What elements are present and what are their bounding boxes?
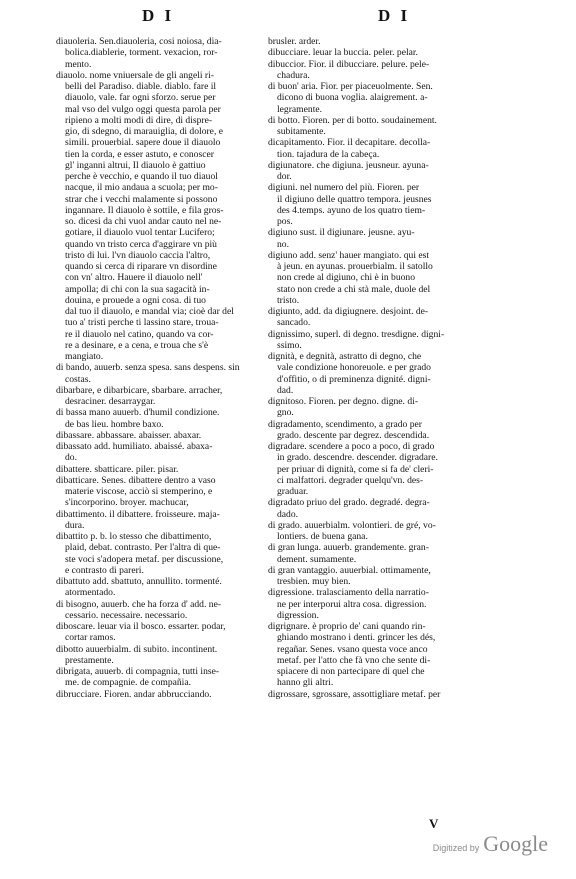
entry-line: strar che i vecchi malamente si possono: [65, 193, 218, 205]
dictionary-entry: [268, 115, 490, 138]
entry-line: dibattito p. b. lo stesso che dibattimento,: [56, 531, 212, 542]
entry-line: dibrucciare. Fioren. andar abbrucciando.: [56, 688, 212, 700]
entry-line: dibarbare, e dibarbicare, sbarbare. arracher,: [56, 384, 223, 396]
entry-line: digradare. scendere a poco a poco, di grado: [268, 441, 435, 452]
entry-line: diboscare. leuar via il bosco. essarter. podar,: [56, 621, 226, 632]
entry-line: di bisogno, auuerb. che ha forza d' add. ne-: [56, 598, 222, 610]
entry-line: plaid, debat. contrasto. Per l'altra di que-: [65, 542, 221, 554]
watermark-google-logo: Google: [483, 831, 548, 856]
entry-line: gio, di sdegno, di marauiglia, di dolore, e: [65, 126, 223, 137]
entry-line: ste voci s'adopera metaf. per discussione,: [65, 553, 224, 565]
entry-line: dibattimento. il dibattere. froisseure. maja-: [56, 508, 220, 520]
entry-line: non crede al digiuno, chi è in buono: [277, 272, 416, 284]
entry-line: digiunatore. che digiuna. jeusneur. ayuna-: [268, 159, 429, 171]
entry-line: grado. descente par degrez. descendida.: [277, 429, 430, 441]
dictionary-entry: [268, 36, 490, 47]
header-right: D I: [378, 6, 411, 25]
dictionary-entry: [56, 407, 266, 430]
entry-line: gno.: [277, 407, 294, 419]
entry-line: dibuccior. Fior. il dibucciare. pelure. pele-: [268, 58, 430, 70]
entry-line: dibattere. sbatticare. piler. pisar.: [56, 463, 179, 475]
entry-line: digressione. tralasciamento della narratio-: [268, 587, 429, 599]
entry-line: cortar ramos.: [65, 632, 116, 644]
entry-line: di botto. Fioren. per di botto. soudainement.: [268, 114, 437, 126]
dictionary-entry: [56, 36, 266, 70]
entry-line: hanno gli altri.: [277, 677, 334, 689]
entry-line: di buon' aria. Fior. per piaceuolmente. Sen.: [268, 81, 433, 92]
entry-line: de bas lieu. hombre baxo.: [65, 418, 164, 430]
entry-line: digradato priuo del grado. degradé. degra-: [268, 497, 430, 509]
entry-line: desraciner. desarraygar.: [65, 396, 156, 407]
left-column: [56, 36, 266, 700]
entry-line: quando vn tristo cerca d'aggirare vn più: [65, 238, 217, 250]
dictionary-entry: [268, 81, 490, 115]
entry-line: belli del Paradiso. diable. diablo. fare il: [65, 81, 217, 92]
dictionary-entry: [268, 542, 490, 565]
entry-line: sancado.: [277, 317, 311, 329]
dictionary-entry: [56, 70, 266, 363]
entry-line: dignitoso. Fioren. per degno. digne. di-: [268, 396, 419, 407]
entry-line: gl' inganni altrui, Il diauolo è gattiuo: [65, 159, 206, 171]
entry-line: d'offitio, o di preminenza dignité. digni-: [277, 373, 431, 385]
entry-line: tion. tajadura de la cabeça.: [277, 148, 380, 160]
entry-line: dibotto auuerbialm. di subito. incontinent.: [56, 643, 218, 655]
entry-line: tristo di lui. l'vn diauolo caccia l'altro,: [65, 249, 211, 261]
entry-line: re a desinare, e a cena, e troua che s'è: [65, 339, 209, 351]
entry-line: no.: [277, 238, 289, 250]
entry-line: tristo.: [277, 294, 300, 306]
dictionary-entry: [56, 464, 266, 475]
entry-line: costas.: [65, 373, 91, 385]
entry-line: do.: [65, 452, 77, 464]
entry-line: ripieno a molti modi di dire, di dispre-: [65, 114, 213, 126]
entry-line: dibrigata, auuerb. di compagnia, tutti inse-: [56, 666, 220, 677]
entry-line: tresbien. muy bien.: [277, 576, 351, 587]
entry-line: digiuno sust. il digiunare. jeusne. ayu-: [268, 227, 415, 239]
entry-line: cessario. necessaire. necessario.: [65, 609, 188, 621]
entry-line: dal tuo il diauolo, e mandal via; cioè dar del: [65, 306, 234, 317]
entry-line: dignissimo, superl. di degno. tresdigne. digni-: [268, 328, 445, 340]
entry-line: douina, e prouede a ogni cosa. di tuo: [65, 294, 206, 306]
entry-line: perche è vecchio, e quando il tuo diauol: [65, 171, 218, 182]
entry-line: nacque, il mio andaua a scuola; per mo-: [65, 182, 218, 194]
dictionary-entry: [56, 475, 266, 509]
entry-line: dado.: [277, 508, 299, 520]
entry-line: bolica.diablerie, torment. vexacion, ror-: [65, 47, 218, 59]
dictionary-entry: [268, 565, 490, 588]
entry-line: di grado. auuerbialm. volontieri. de gré, vo-: [268, 519, 436, 531]
dictionary-entry: [268, 621, 490, 689]
entry-line: mal vso del vulgo oggi questa parola per: [65, 103, 221, 115]
entry-line: dura.: [65, 519, 85, 531]
entry-line: e contrasto di pareri.: [65, 564, 144, 576]
entry-line: dibucciare. leuar la buccia. peler. pelar.: [268, 47, 418, 59]
entry-line: digiuno add. senz' hauer mangiato. qui est: [268, 249, 430, 261]
entry-line: brusler. arder.: [268, 36, 321, 47]
entry-line: stato non crede a chi stà male, duole del: [277, 283, 431, 295]
dictionary-entry: [56, 385, 266, 408]
entry-line: dement. sumamente.: [277, 553, 357, 565]
entry-line: di gran vantaggio. auuerbial. ottimamente,: [268, 564, 431, 576]
entry-line: di gran lunga. auuerb. grandemente. gran-: [268, 542, 429, 554]
dictionary-entry: [268, 419, 490, 442]
entry-line: spiacere di non partecipare di quel che: [277, 666, 425, 677]
entry-line: graduar.: [277, 486, 309, 497]
entry-line: dad.: [277, 384, 294, 396]
entry-line: prestamente.: [65, 654, 114, 666]
dictionary-entry: [268, 182, 490, 227]
dictionary-entry: [268, 306, 490, 329]
dictionary-entry: [56, 509, 266, 532]
dictionary-entry: [268, 351, 490, 396]
dictionary-entry: [56, 576, 266, 599]
entry-line: quando si cerca di riparare vn disordine: [65, 261, 217, 272]
entry-line: diauolo, vale. far ogni sforzo. serue per: [65, 92, 216, 104]
dictionary-entry: [268, 160, 490, 183]
dictionary-entry: [56, 362, 266, 385]
entry-line: dibassare. abbassare. abaisser. abaxar.: [56, 429, 202, 441]
dictionary-entry: [268, 59, 490, 82]
entry-line: in grado. descendre. descender. digradare.: [277, 452, 438, 464]
signature-mark: V: [429, 816, 439, 831]
right-column: [268, 36, 490, 700]
entry-line: dibatticare. Senes. dibattere dentro a vaso: [56, 474, 216, 486]
dictionary-entry: [56, 644, 266, 667]
entry-line: ingannare. Il diauolo è sottile, e fila gros-: [65, 204, 224, 216]
header-left: D I: [142, 6, 175, 25]
entry-line: subitamente.: [277, 126, 326, 137]
entry-line: dibattuto add. sbattuto, annullito. tormenté.: [56, 576, 222, 587]
dictionary-entry: [56, 599, 266, 622]
dictionary-entry: [268, 689, 490, 700]
entry-line: mangiato.: [65, 351, 104, 362]
entry-line: dignità, e degnità, astratto di degno, che: [268, 351, 422, 362]
entry-line: il digiuno delle quattro tempora. jeusnes: [277, 193, 432, 205]
dictionary-entry: [268, 250, 490, 306]
dictionary-entry: [56, 689, 266, 700]
entry-line: chadura.: [277, 69, 310, 81]
entry-line: s'incorporino. broyer. machucar,: [65, 497, 189, 509]
entry-line: simili. prouerbial. sapere doue il diauolo: [65, 137, 221, 149]
entry-line: tien la corda, e esser astuto, e conoscer: [65, 148, 214, 160]
entry-line: ghiando mostrano i denti. grincer les dés,: [277, 632, 436, 644]
entry-line: metaf. per l'atto che fà vno che sente di-: [277, 654, 431, 666]
dictionary-entry: [268, 47, 490, 58]
dictionary-entry: [268, 396, 490, 419]
entry-line: ampolla; di chi con la sua sagacità in-: [65, 283, 210, 295]
entry-line: me. de compagnie. de compañia.: [65, 677, 192, 689]
entry-line: des 4.temps. ayuno de los quatro tiem-: [277, 204, 426, 216]
entry-line: digrignare. è proprio de' cani quando rin-: [268, 621, 426, 632]
entry-line: di bassa mano auuerb. d'humil condizione.: [56, 407, 220, 419]
entry-line: ci malfattori. degrader quelqu'vn. des-: [277, 474, 424, 486]
entry-line: per priuar di dignità, come si fa de' cleri-: [277, 463, 434, 475]
entry-line: dicapitamento. Fior. il decapitare. decolla-: [268, 137, 431, 149]
entry-line: re il diauolo nel catino, quando va cor-: [65, 328, 214, 340]
entry-line: regañar. Senes. vsano questa voce anco: [277, 643, 428, 655]
entry-line: dor.: [277, 171, 292, 182]
dictionary-entry: [268, 137, 490, 160]
entry-line: pos.: [277, 216, 293, 227]
dictionary-entry: [268, 227, 490, 250]
dictionary-entry: [268, 329, 490, 352]
entry-line: vale condizione honoreuole. e per grado: [277, 362, 431, 374]
entry-line: digiunto, add. da digiugnere. desjoint. de-: [268, 306, 429, 317]
entry-line: diauolo. nome vniuersale de gli angeli ri-: [56, 69, 214, 81]
dictionary-entry: [268, 497, 490, 520]
entry-line: ne per interporui altra cosa. digression.: [277, 598, 427, 610]
dictionary-entry: [56, 441, 266, 464]
entry-line: lontiers. de buena gana.: [277, 531, 368, 542]
entry-line: atormentado.: [65, 587, 116, 599]
entry-line: dicono di buona voglia. alaigrement. a-: [277, 92, 428, 104]
entry-line: dibassato add. humiliato. abaissé. abaxa-: [56, 441, 213, 452]
entry-line: gotiare, il diauolo vuol tentar Lucifero;: [65, 227, 215, 239]
entry-line: digrossare, sgrossare, assottigliare metaf. per: [268, 688, 441, 700]
entry-line: so. dicesi da chi vuol andar cauto nel ne-: [65, 216, 222, 227]
entry-line: con vn' altro. Hauere il diauolo nell': [65, 272, 203, 284]
dictionary-entry: [56, 621, 266, 644]
entry-line: mento.: [65, 58, 92, 70]
google-watermark: [433, 831, 548, 857]
entry-line: ssimo.: [277, 339, 302, 351]
entry-line: à jeun. en ayunas. prouerbialm. il satollo: [277, 261, 433, 272]
entry-line: digression.: [277, 609, 319, 621]
dictionary-entry: [268, 441, 490, 497]
dictionary-entry: [268, 520, 490, 543]
dictionary-entry: [56, 531, 266, 576]
dictionary-entry: [56, 430, 266, 441]
entry-line: digiuni. nel numero del più. Fioren. per: [268, 182, 420, 194]
entry-line: digradamento, scendimento, a grado per: [268, 418, 422, 430]
entry-line: di bando, auuerb. senza spesa. sans despens. sin: [56, 362, 240, 374]
watermark-digitized-by: Digitized by: [432, 843, 480, 853]
entry-line: tuo a' tristi perche ti lassino stare, troua-: [65, 317, 219, 329]
entry-line: diauoleria. Sen.diauoleria, cosi noiosa, dia-: [56, 36, 222, 47]
dictionary-entry: [268, 587, 490, 621]
entry-line: materie viscose, acciò si stemperino, e: [65, 486, 213, 497]
entry-line: legramente.: [277, 103, 323, 115]
dictionary-entry: [56, 666, 266, 689]
